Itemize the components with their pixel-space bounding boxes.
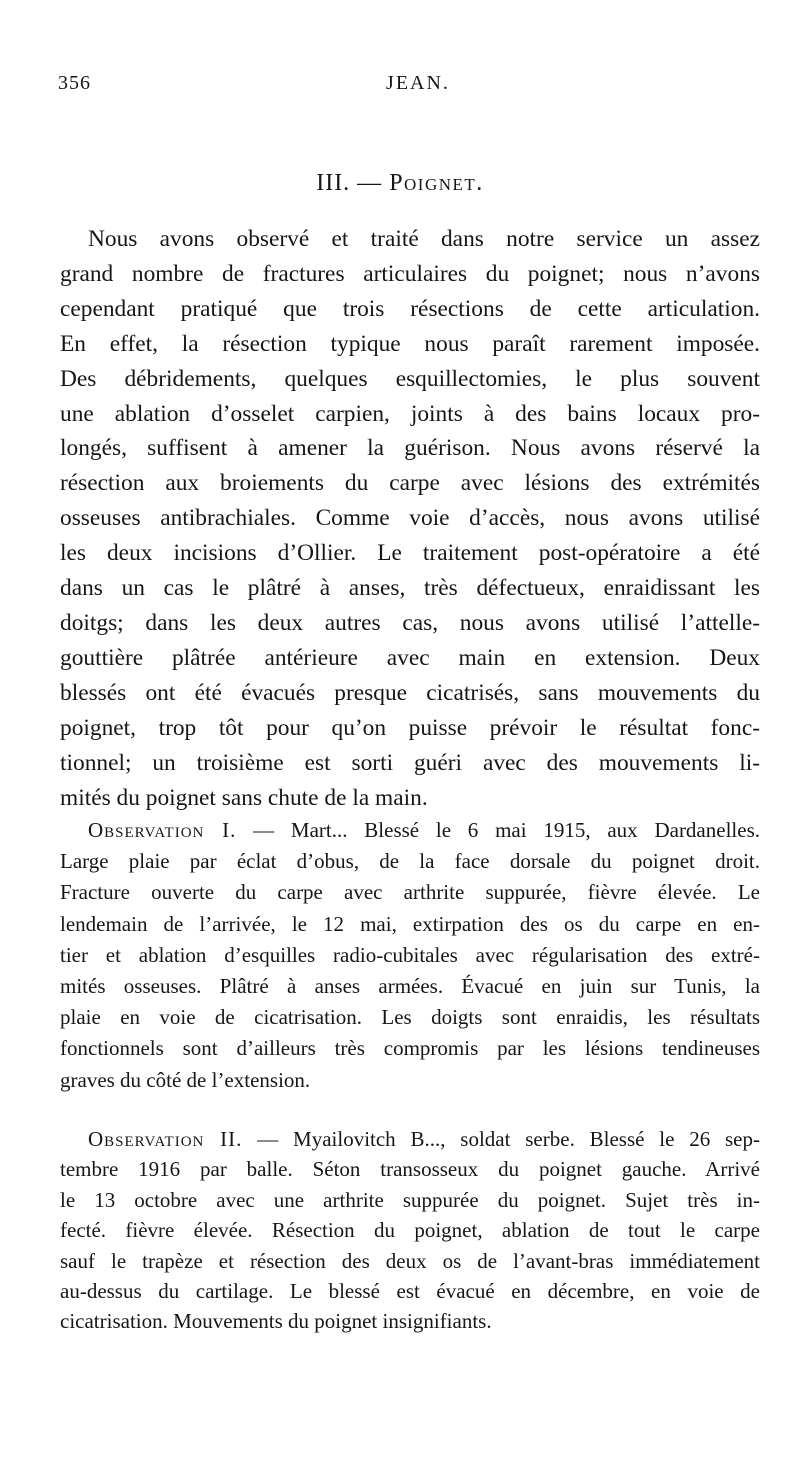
paragraph-line: doitgs; dans les deux autres cas, nous avons utilisé l’attelle- xyxy=(60,609,760,636)
observation-1 xyxy=(60,815,760,1096)
observation-1-label: Observation I. xyxy=(88,818,237,842)
paragraph-line: une ablation d’osselet carpien, joints à des bains locaux pro- xyxy=(60,400,760,427)
observation-2 xyxy=(60,1124,760,1337)
observation-2-label: Observation II. xyxy=(88,1127,243,1151)
paragraph-line: En effet, la résection typique nous paraît rarement imposée. xyxy=(60,330,760,357)
paragraph-line: grand nombre de fractures articulaires du poignet; nous n’avons xyxy=(60,260,760,287)
observation-1-line: graves du côté de l’extension. xyxy=(60,1067,311,1092)
paragraph-line: cependant pratiqué que trois résections de cette articulation. xyxy=(60,295,760,322)
paragraph-line: poignet, trop tôt pour qu’on puisse prévoir le résultat fonc- xyxy=(60,714,760,741)
paragraph-line: blessés ont été évacués presque cicatrisés, sans mouvements du xyxy=(60,679,760,706)
section-heading xyxy=(0,170,800,197)
paragraph-line: gouttière plâtrée antérieure avec main en extension. Deux xyxy=(60,644,760,671)
paragraph-line: osseuses antibrachiales. Comme voie d’accès, nous avons utilisé xyxy=(60,505,760,532)
page-number: 356 xyxy=(58,72,91,94)
paragraph-line: Nous avons observé et traité dans notre service un assez xyxy=(88,226,760,252)
observation-2-line: au-dessus du cartilage. Le blessé est évacué en décembre, en voie de xyxy=(60,1279,760,1304)
running-title: JEAN. xyxy=(386,72,450,94)
observation-1-first-line xyxy=(60,815,760,846)
paragraph-line: les deux incisions d’Ollier. Le traitement post-opératoire a été xyxy=(60,540,760,567)
observation-1-line: mités osseuses. Plâtré à anses armées. Évacué en juin sur Tunis, la xyxy=(60,974,760,999)
paragraph-line: Des débridements, quelques esquillectomies, le plus souvent xyxy=(60,365,760,392)
observation-1-line: plaie en voie de cicatrisation. Les doigts sont enraidis, les résultats xyxy=(60,1005,760,1030)
observation-2-line: cicatrisation. Mouvements du poignet insignifiants. xyxy=(60,1309,492,1334)
observation-1-line: lendemain de l’arrivée, le 12 mai, extirpation des os du carpe en en- xyxy=(60,911,760,936)
section-title: Poignet. xyxy=(389,170,484,196)
observation-1-line: Fracture ouverte du carpe avec arthrite suppurée, fièvre élevée. Le xyxy=(60,880,760,905)
observation-2-line: tembre 1916 par balle. Séton transosseux du poignet gauche. Arrivé xyxy=(60,1157,760,1182)
observation-2-first-line xyxy=(60,1124,760,1154)
paragraph-line: tionnel; un troisième est sorti guéri avec des mouvements li- xyxy=(60,749,760,776)
observation-1-first-text: — Mart... Blessé le 6 mai 1915, aux Dardanelles. xyxy=(236,818,760,842)
paragraph-line: longés, suffisent à amener la guérison. Nous avons réservé la xyxy=(60,435,760,462)
paragraph-line: résection aux broiements du carpe avec lésions des extrémités xyxy=(60,470,760,497)
paragraph-line: mités du poignet sans chute de la main. xyxy=(60,784,428,811)
observation-1-line: tier et ablation d’esquilles radio-cubitales avec régularisation des extré- xyxy=(60,942,760,967)
section-number: III. — xyxy=(316,170,383,196)
observation-1-line: fonctionnels sont d’ailleurs très compromis par les lésions tendineuses xyxy=(60,1036,760,1061)
body-paragraph xyxy=(60,222,760,815)
observation-1-line: Large plaie par éclat d’obus, de la face dorsale du poignet droit. xyxy=(60,849,760,874)
observation-2-line: le 13 octobre avec une arthrite suppurée du poignet. Sujet très in- xyxy=(60,1187,760,1212)
running-head xyxy=(58,72,758,102)
observation-2-line: fecté. fièvre élevée. Résection du poignet, ablation de tout le carpe xyxy=(60,1218,760,1243)
observation-2-first-text: — Myailovitch B..., soldat serbe. Blessé le 26 sep- xyxy=(242,1127,760,1151)
observation-2-line: sauf le trapèze et résection des deux os de l’avant-bras immédiatement xyxy=(60,1248,760,1273)
paragraph-line: dans un cas le plâtré à anses, très défectueux, enraidissant les xyxy=(60,575,760,602)
